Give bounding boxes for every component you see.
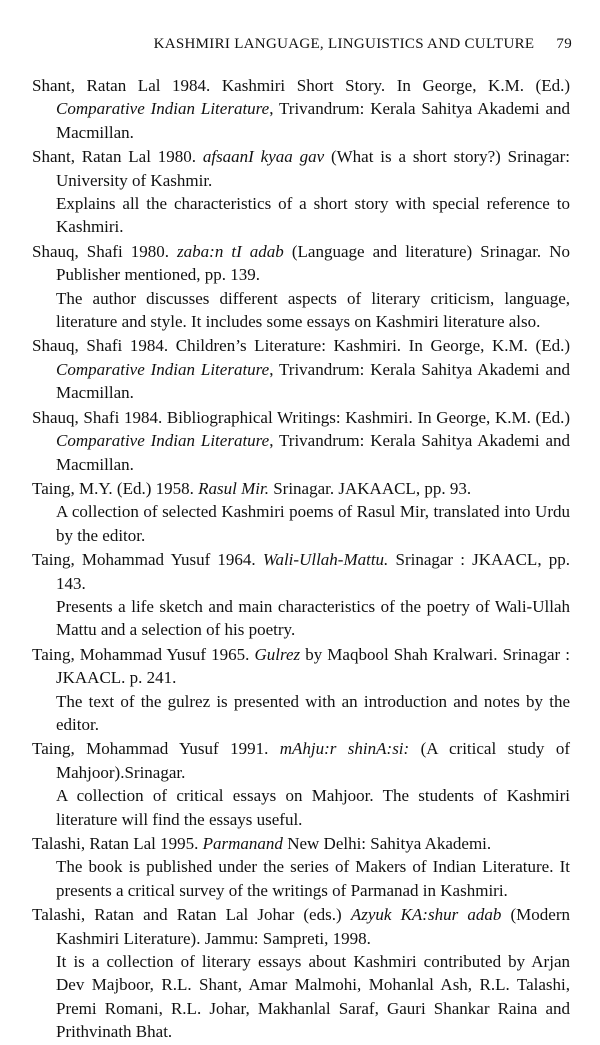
entry-annotation: The author discusses different aspects of literary criticism, language, literature and style. It includes some essays on Kashmiri literature also. (56, 288, 570, 332)
citation-title: Comparative Indian Literature (56, 99, 270, 119)
bibliography-entry (32, 477, 570, 547)
citation-text: Shant, Ratan Lal 1984. Kashmiri Short Story. In George, K.M. (Ed.) (32, 76, 570, 95)
entry-citation (32, 832, 570, 855)
bibliography-entry (32, 406, 570, 476)
bibliography-entry (32, 74, 570, 144)
citation-text: (A critical study of Mahjoor).Srinagar. (56, 739, 570, 782)
citation-text: Srinagar : JKAACL, pp. 143. (56, 550, 570, 593)
citation-text: Shauq, Shafi 1984. Children’s Literature: Kashmiri. In George, K.M. (Ed.) (32, 336, 570, 356)
page-number: 79 (556, 36, 572, 52)
entry-citation (32, 74, 570, 144)
entry-citation (32, 240, 570, 287)
citation-text: Shauq, Shafi 1984. Bibliographical Writings: Kashmiri. In George, K.M. (Ed.) (32, 407, 570, 427)
entry-citation (32, 737, 570, 784)
citation-text: (Language and literature) Srinagar. No Publisher mentioned, pp. 139. (56, 241, 570, 285)
citation-title: Rasul Mir. (198, 478, 269, 498)
entry-citation (32, 406, 570, 476)
citation-title: mAhju:r shinA:si: (279, 739, 410, 759)
running-head (0, 36, 572, 53)
citation-text: by Maqbool Shah Kralwari. Srinagar : JKAACL. p. 241. (56, 644, 570, 688)
bibliography-entry (32, 903, 570, 1043)
bibliography-entry (32, 548, 570, 642)
citation-text: Shauq, Shafi 1980. (32, 241, 178, 261)
bibliography-entry (32, 643, 570, 737)
citation-text: , Trivandrum: Kerala Sahitya Akademi and Macmillan. (56, 359, 570, 403)
citation-text: Taing, Mohammad Yusuf 1965. (32, 644, 255, 664)
citation-title: zaba:n tI adab (177, 241, 284, 261)
citation-title: Parmanand (202, 834, 283, 853)
entry-annotation: It is a collection of literary essays about Kashmiri contributed by Arjan Dev Majboor, R.L. Shant, Amar Malmohi, Mohanlal Ash, R.L. Talashi, Premi Romani, R.L. Johar, Makhanlal Saraf, Gauri Shankar Raina and Prithvinath Bhat. (56, 952, 570, 1042)
citation-text: Taing, Mohammad Yusuf 1964. (32, 550, 263, 570)
citation-text: , Trivandrum: Kerala Sahitya Akademi and Macmillan. (56, 99, 570, 142)
entry-citation (32, 334, 570, 404)
citation-text: Taing, Mohammad Yusuf 1991. (32, 739, 280, 759)
citation-text: Talashi, Ratan and Ratan Lal Johar (eds.) (32, 905, 351, 925)
citation-text: (Modern Kashmiri Literature). Jammu: Sampreti, 1998. (56, 905, 571, 948)
entry-citation (32, 145, 570, 192)
bibliography-entry (32, 145, 570, 239)
entry-annotation: Presents a life sketch and main characteristics of the poetry of Wali-Ullah Mattu and a selection of his poetry. (56, 596, 570, 640)
citation-text: Shant, Ratan Lal 1980. (32, 147, 203, 167)
citation-title: Wali-Ullah-Mattu. (262, 550, 389, 570)
citation-text: , Trivandrum: Kerala Sahitya Akademi and Macmillan. (56, 431, 570, 474)
citation-text: New Delhi: Sahitya Akademi. (282, 834, 492, 853)
citation-text: Talashi, Ratan Lal 1995. (32, 834, 203, 853)
bibliography-list (32, 74, 570, 1045)
entry-annotation: A collection of selected Kashmiri poems of Rasul Mir, translated into Urdu by the editor. (56, 502, 570, 545)
entry-annotation: The book is published under the series of Makers of Indian Literature. It presents a critical survey of the writings of Parmanad in Kashmiri. (56, 857, 570, 900)
bibliography-entry (32, 334, 570, 404)
citation-title: Comparative Indian Literature (56, 359, 270, 379)
entry-citation (32, 903, 570, 950)
entry-citation (32, 643, 570, 690)
citation-text: Srinagar. JAKAACL, pp. 93. (268, 478, 472, 498)
bibliography-entry (32, 737, 570, 831)
citation-title: afsaanI kyaa gav (202, 147, 325, 167)
citation-title: Comparative Indian Literature (56, 431, 270, 451)
entry-annotation: A collection of critical essays on Mahjoor. The students of Kashmiri literature will find the essays useful. (56, 786, 570, 829)
entry-annotation: Explains all the characteristics of a short story with special reference to Kashmiri. (56, 194, 570, 237)
running-title: KASHMIRI LANGUAGE, LINGUISTICS AND CULTURE (153, 36, 535, 52)
bibliography-entry (32, 832, 570, 902)
entry-annotation: The text of the gulrez is presented with an introduction and notes by the editor. (56, 691, 570, 734)
citation-title: Gulrez (254, 644, 301, 664)
citation-title: Azyuk KA:shur adab (350, 905, 502, 925)
citation-text: (What is a short story?) Srinagar: University of Kashmir. (56, 147, 570, 190)
entry-citation (32, 548, 570, 595)
entry-citation (32, 477, 570, 500)
bibliography-entry (32, 240, 570, 334)
citation-text: Taing, M.Y. (Ed.) 1958. (32, 478, 199, 498)
